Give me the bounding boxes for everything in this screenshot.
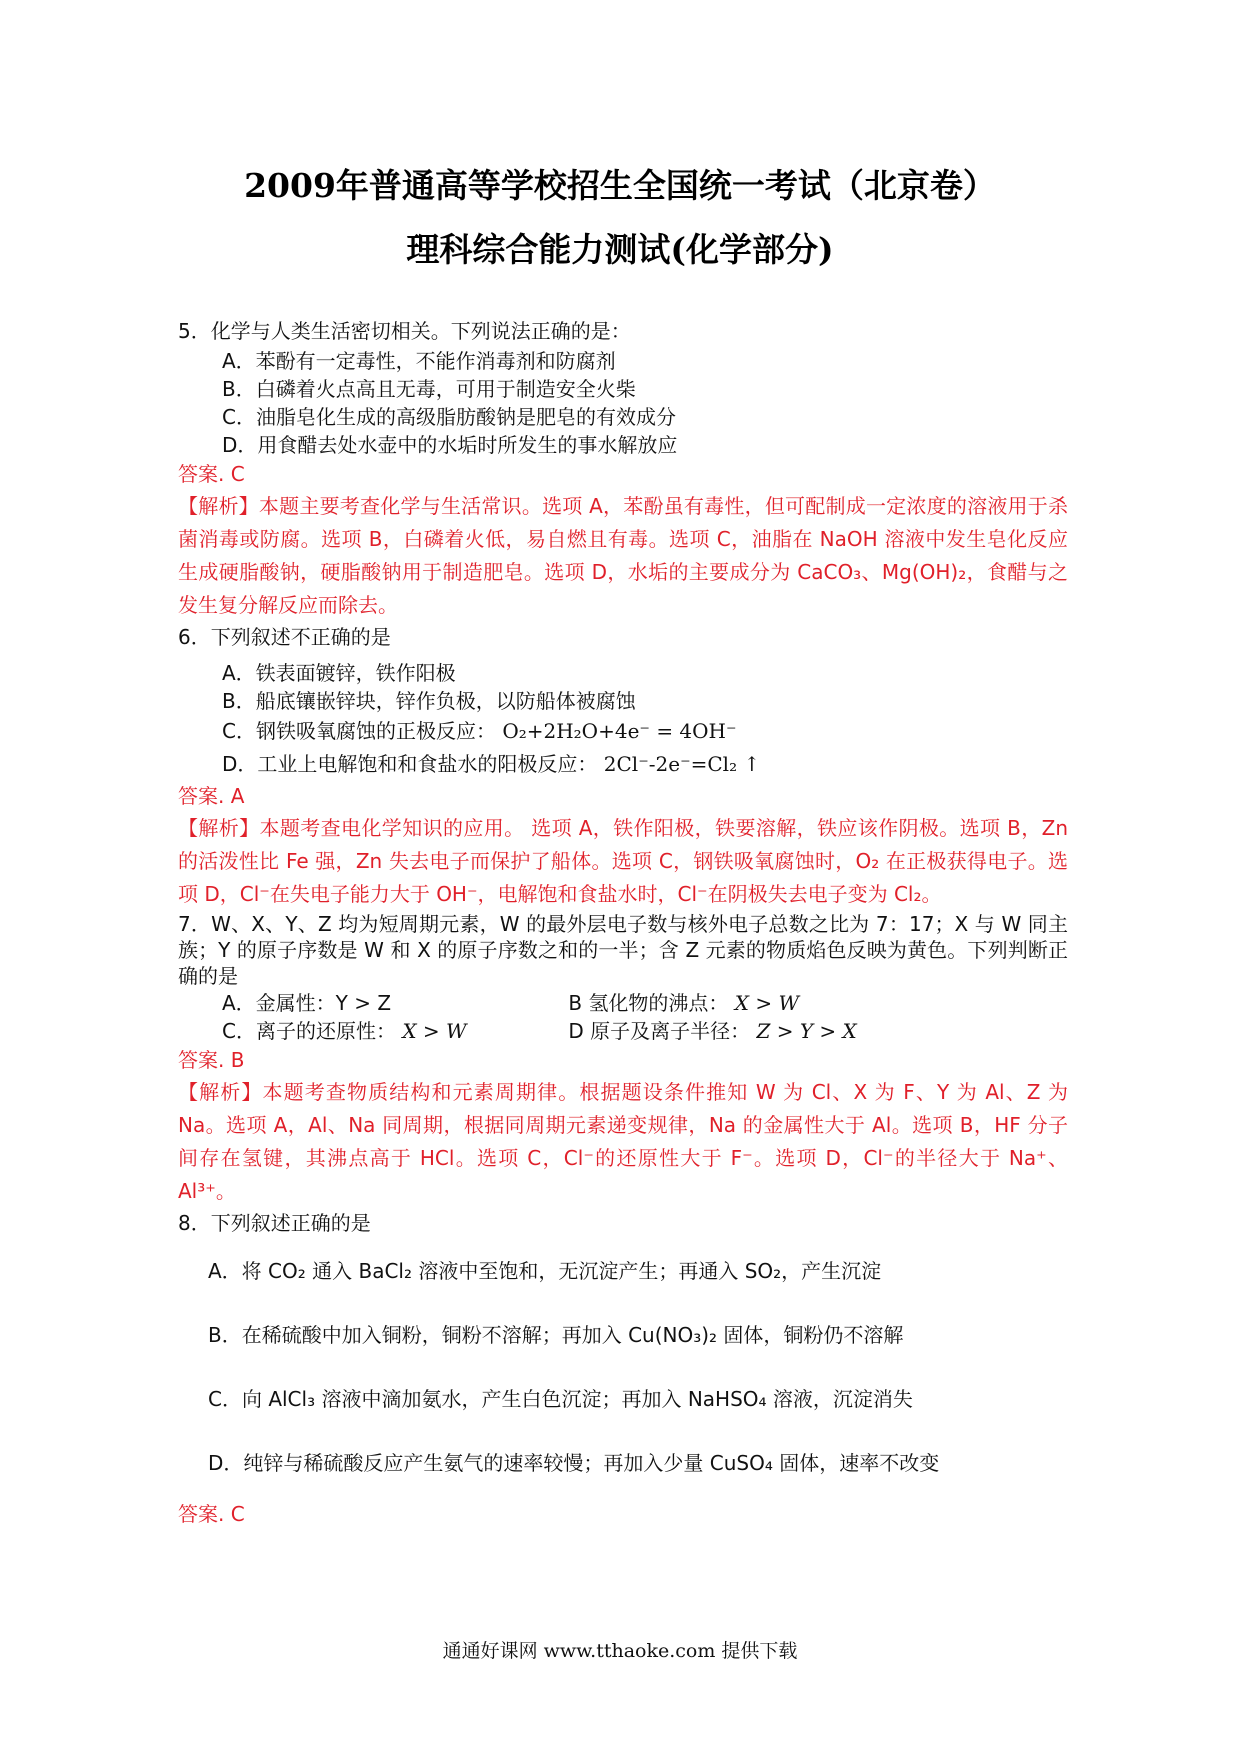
q5-stem: 5．化学与人类生活密切相关。下列说法正确的是： (178, 319, 631, 343)
q5-option-d: D．用食醋去处水壶中的水垢时所发生的事水解放应 (222, 433, 678, 457)
question-content (178, 316, 1068, 1530)
q7-options-row-1 (178, 989, 1068, 1017)
q7-option-c-text: C．离子的还原性： (222, 1019, 396, 1043)
q7-stem: 7．W、X、Y、Z 均为短周期元素，W 的最外层电子数与核外电子总数之比为 7：17；X 与 W 同主族；Y 的原子序数是 W 和 X 的原子序数之和的一半；含 Z 元素的物质焰色反映为黄色。下列判断正确的是 (178, 912, 1068, 988)
q8-option-c: C．向 AlCl₃ 溶液中滴加氨水，产生白色沉淀；再加入 NaHSO₄ 溶液，沉淀消失 (208, 1387, 913, 1411)
q7-option-b-text: B 氢化物的沸点： (568, 991, 729, 1015)
exam-subtitle: 理科综合能力测试(化学部分) (406, 230, 834, 269)
q6-option-d-formula: 2Cl⁻-2e⁻=Cl₂ ↑ (603, 752, 761, 776)
q6-option-a: A．铁表面镀锌，铁作阳极 (222, 661, 456, 685)
q6-option-b: B．船底镶嵌锌块，锌作负极，以防船体被腐蚀 (222, 689, 636, 713)
q5-option-b: B．白磷着火点高且无毒，可用于制造安全火柴 (222, 377, 636, 401)
q8-stem: 8．下列叙述正确的是 (178, 1211, 371, 1235)
q6-stem: 6．下列叙述不正确的是 (178, 625, 391, 649)
footer-source: 通通好课网 www.tthaoke.com 提供下载 (442, 1640, 798, 1662)
q5-analysis: 【解析】本题主要考查化学与生活常识。选项 A，苯酚虽有毒性，但可配制成一定浓度的溶液用于杀菌消毒或防腐。选项 B，白磷着火低，易自燃且有毒。选项 C，油脂在 NaOH 溶液中发生皂化反应生成硬脂酸钠，硬脂酸钠用于制造肥皂。选项 D，水垢的主要成分为 CaCO₃、Mg(OH)₂，食醋与之发生复分解反应而除去。 (178, 494, 1068, 617)
q7-option-d-text: D 原子及离子半径： (568, 1019, 751, 1043)
q6-option-d-text: D．工业上电解饱和和食盐水的阳极反应： (222, 752, 598, 776)
q7-option-b-formula: X > W (734, 991, 800, 1015)
q6-analysis: 【解析】本题考查电化学知识的应用。 选项 A，铁作阳极，铁要溶解，铁应该作阴极。选项 B，Zn 的活泼性比 Fe 强，Zn 失去电子而保护了船体。选项 C，钢铁吸氧腐蚀时，O₂ 在正极获得电子。选项 D，Cl⁻在失电子能力大于 OH⁻，电解饱和食盐水时，Cl⁻在阴极失去电子变为 Cl₂。 (178, 816, 1068, 906)
q6-option-c-text: C．钢铁吸氧腐蚀的正极反应： (222, 719, 496, 743)
q8-answer: 答案. C (178, 1502, 245, 1526)
exam-title: 2009年普通高等学校招生全国统一考试（北京卷） (244, 166, 996, 205)
q8-option-b: B．在稀硫酸中加入铜粉，铜粉不溶解；再加入 Cu(NO₃)₂ 固体，铜粉仍不溶解 (208, 1323, 904, 1347)
q7-option-a: A．金属性：Y > Z (222, 991, 392, 1015)
q7-option-d-formula: Z > Y > X (756, 1019, 857, 1043)
q5-option-a: A．苯酚有一定毒性，不能作消毒剂和防腐剂 (222, 349, 616, 373)
q6-answer: 答案. A (178, 784, 245, 808)
q6-option-d (178, 748, 1068, 781)
q8-option-d: D．纯锌与稀硫酸反应产生氨气的速率较慢；再加入少量 CuSO₄ 固体，速率不改变 (208, 1451, 940, 1475)
q7-options-row-2 (178, 1017, 1068, 1045)
q8-option-a: A．将 CO₂ 通入 BaCl₂ 溶液中至饱和，无沉淀产生；再通入 SO₂，产生沉淀 (208, 1259, 882, 1283)
q7-option-c-formula: X > W (402, 1019, 467, 1043)
q7-option-c (222, 1017, 562, 1045)
q5-option-c: C．油脂皂化生成的高级脂肪酸钠是肥皂的有效成分 (222, 405, 676, 429)
q6-option-c (178, 715, 1068, 748)
q6-option-c-formula: O₂+2H₂O+4e⁻ = 4OH⁻ (502, 719, 737, 743)
q5-answer: 答案. C (178, 462, 245, 486)
q7-analysis: 【解析】本题考查物质结构和元素周期律。根据题设条件推知 W 为 Cl、X 为 F、Y 为 Al、Z 为 Na。选项 A，Al、Na 同周期，根据同周期元素递变规律，Na 的金属性大于 Al。选项 B，HF 分子间存在氢键，其沸点高于 HCl。选项 C，Cl⁻的还原性大于 F⁻。选项 D，Cl⁻的半径大于 Na⁺、Al³⁺。 (178, 1080, 1068, 1203)
q7-answer: 答案. B (178, 1048, 245, 1072)
